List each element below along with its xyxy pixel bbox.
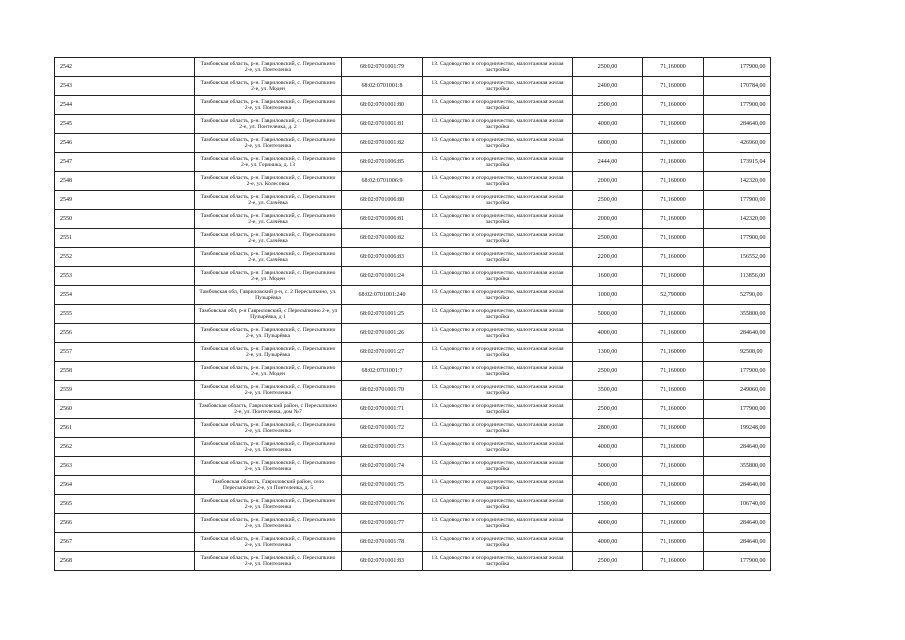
- rate-cell: 71,160000: [643, 134, 704, 153]
- land-use-cell: 13. Садоводство и огородничество, малоэтажная жилая застройка: [423, 495, 573, 514]
- land-use-cell: 13. Садоводство и огородничество, малоэтажная жилая застройка: [423, 58, 573, 77]
- address-cell: Тамбовская область, р-н. Гавриловский, с. Пересыпкино 2-е, ул. Моден: [195, 77, 342, 96]
- rate-cell: 71,160000: [643, 457, 704, 476]
- rate-cell: 71,160000: [643, 552, 704, 571]
- cadastral-value-cell: 52790,00: [704, 286, 771, 305]
- table-row: [55, 324, 771, 343]
- cadastral-number-cell: 68:02:0701001:82: [342, 134, 423, 153]
- land-use-cell: 13. Садоводство и огородничество, малоэтажная жилая застройка: [423, 134, 573, 153]
- land-use-cell: 13. Садоводство и огородничество, малоэтажная жилая застройка: [423, 552, 573, 571]
- cadastral-value-cell: 284640,00: [704, 324, 771, 343]
- address-cell: Тамбовская область, р-н. Гавриловский, с. Пересыпкино 2-е, ул. Сазчёвка: [195, 191, 342, 210]
- land-use-cell: 13. Садоводство и огородничество, малоэтажная жилая застройка: [423, 324, 573, 343]
- cadastral-value-cell: 106740,00: [704, 495, 771, 514]
- cadastral-value-cell: 92508,00: [704, 343, 771, 362]
- table-row: [55, 96, 771, 115]
- cadastral-value-cell: 355800,00: [704, 457, 771, 476]
- land-register-table: [54, 57, 771, 571]
- address-cell: Тамбовская область, р-н. Гавриловский, с. Пересыпкино 2-е, ул. Моден: [195, 267, 342, 286]
- land-use-cell: 13. Садоводство и огородничество, малоэтажная жилая застройка: [423, 286, 573, 305]
- row-number-cell: 2553: [55, 267, 195, 286]
- table-row: [55, 533, 771, 552]
- cadastral-value-cell: 426960,00: [704, 134, 771, 153]
- row-number-cell: 2563: [55, 457, 195, 476]
- address-cell: Тамбовская область, р-н. Гавриловский, с. Пересыпкино 2-е, ул. Пузырёвка: [195, 324, 342, 343]
- land-use-cell: 13. Садоводство и огородничество, малоэтажная жилая застройка: [423, 248, 573, 267]
- row-number-cell: 2555: [55, 305, 195, 324]
- cadastral-value-cell: 177900,00: [704, 191, 771, 210]
- area-cell: 2500,00: [573, 362, 643, 381]
- table-row: [55, 191, 771, 210]
- address-cell: Тамбовская область, р-н. Гавриловский, с. Пересыпкино 2-е, ул. Понтелеика: [195, 514, 342, 533]
- cadastral-value-cell: 355800,00: [704, 305, 771, 324]
- cadastral-value-cell: 173915,04: [704, 153, 771, 172]
- rate-cell: 71,160000: [643, 381, 704, 400]
- cadastral-value-cell: 249060,00: [704, 381, 771, 400]
- land-use-cell: 13. Садоводство и огородничество, малоэтажная жилая застройка: [423, 229, 573, 248]
- address-cell: Тамбовская область, р-н. Гавриловский, с. Пересыпкино 2-е, ул. Сазчёвка: [195, 248, 342, 267]
- table-row: [55, 248, 771, 267]
- table-row: [55, 77, 771, 96]
- row-number-cell: 2543: [55, 77, 195, 96]
- cadastral-number-cell: 68:02:0701001:75: [342, 476, 423, 495]
- table-row: [55, 400, 771, 419]
- area-cell: 1000,00: [573, 286, 643, 305]
- land-use-cell: 13. Садоводство и огородничество, малоэтажная жилая застройка: [423, 400, 573, 419]
- cadastral-number-cell: 68:02:0701001:73: [342, 438, 423, 457]
- area-cell: 2800,00: [573, 419, 643, 438]
- row-number-cell: 2568: [55, 552, 195, 571]
- row-number-cell: 2561: [55, 419, 195, 438]
- land-use-cell: 13. Садоводство и огородничество, малоэтажная жилая застройка: [423, 191, 573, 210]
- address-cell: Тамбовская область, р-н. Гавриловский, с. Пересыпкино 2-е, ул. Понтелеика: [195, 419, 342, 438]
- row-number-cell: 2550: [55, 210, 195, 229]
- table-row: [55, 229, 771, 248]
- rate-cell: 71,160000: [643, 210, 704, 229]
- cadastral-number-cell: 68:02:0701001:74: [342, 457, 423, 476]
- address-cell: Тамбовская обл, Гавриловский р-н, с. 2 Пересыпкино, ул. Пузырёвка: [195, 286, 342, 305]
- address-cell: Тамбовская область, р-н. Гавриловский, с. Пересыпкино 2-е, ул. Понтелеика, д. 2: [195, 115, 342, 134]
- row-number-cell: 2549: [55, 191, 195, 210]
- cadastral-number-cell: 68:02:0701001:71: [342, 400, 423, 419]
- row-number-cell: 2565: [55, 495, 195, 514]
- table-row: [55, 419, 771, 438]
- rate-cell: 71,160000: [643, 305, 704, 324]
- table-row: [55, 115, 771, 134]
- rate-cell: 71,160000: [643, 438, 704, 457]
- cadastral-number-cell: 68:02:0701001:81: [342, 115, 423, 134]
- address-cell: Тамбовская область, р-н. Гавриловский, с. Пересыпкино 2-е, ул. Моден: [195, 362, 342, 381]
- land-use-cell: 13. Садоводство и огородничество, малоэтажная жилая застройка: [423, 362, 573, 381]
- area-cell: 4000,00: [573, 115, 643, 134]
- land-use-cell: 13. Садоводство и огородничество, малоэтажная жилая застройка: [423, 514, 573, 533]
- area-cell: 4000,00: [573, 438, 643, 457]
- area-cell: 2000,00: [573, 210, 643, 229]
- table-row: [55, 134, 771, 153]
- cadastral-number-cell: 68:02:0701006:85: [342, 153, 423, 172]
- table-row: [55, 305, 771, 324]
- cadastral-value-cell: 113856,00: [704, 267, 771, 286]
- table-row: [55, 495, 771, 514]
- area-cell: 2444,00: [573, 153, 643, 172]
- table-row: [55, 267, 771, 286]
- area-cell: 3500,00: [573, 381, 643, 400]
- cadastral-number-cell: 68:02:0701001:7: [342, 362, 423, 381]
- address-cell: Тамбовская область, р-н. Гавриловский, с. Пересыпкино 2-е, ул. Понтелеика: [195, 381, 342, 400]
- address-cell: Тамбовская область, р-н. Гавриловский, с. Пересыпкино 2-е, ул. Пузырёвка: [195, 343, 342, 362]
- area-cell: 2500,00: [573, 191, 643, 210]
- cadastral-value-cell: 177900,00: [704, 362, 771, 381]
- land-use-cell: 13. Садоводство и огородничество, малоэтажная жилая застройка: [423, 476, 573, 495]
- rate-cell: 71,160000: [643, 343, 704, 362]
- row-number-cell: 2548: [55, 172, 195, 191]
- land-use-cell: 13. Садоводство и огородничество, малоэтажная жилая застройка: [423, 210, 573, 229]
- address-cell: Тамбовская область, р-н. Гавриловский, с. Пересыпкино 2-е, ул. Горюшка, д. 13: [195, 153, 342, 172]
- rate-cell: 71,160000: [643, 419, 704, 438]
- land-use-cell: 13. Садоводство и огородничество, малоэтажная жилая застройка: [423, 438, 573, 457]
- cadastral-number-cell: 68:02:0701001:26: [342, 324, 423, 343]
- address-cell: Тамбовская область, р-н. Гавриловский, с. Пересыпкино 2-е, ул. Понтелеика: [195, 495, 342, 514]
- address-cell: Тамбовская область, р-н. Гавриловский, с. Пересыпкино 2-е, ул. Понтелеика: [195, 533, 342, 552]
- row-number-cell: 2547: [55, 153, 195, 172]
- rate-cell: 71,160000: [643, 324, 704, 343]
- area-cell: 1500,00: [573, 495, 643, 514]
- cadastral-value-cell: 170784,00: [704, 77, 771, 96]
- land-use-cell: 13. Садоводство и огородничество, малоэтажная жилая застройка: [423, 115, 573, 134]
- cadastral-value-cell: 177900,00: [704, 400, 771, 419]
- cadastral-number-cell: 68:02:0701001:8: [342, 77, 423, 96]
- rate-cell: 52,790000: [643, 286, 704, 305]
- land-use-cell: 13. Садоводство и огородничество, малоэтажная жилая застройка: [423, 343, 573, 362]
- cadastral-value-cell: 199248,00: [704, 419, 771, 438]
- area-cell: 4000,00: [573, 533, 643, 552]
- rate-cell: 71,160000: [643, 400, 704, 419]
- address-cell: Тамбовская область, р-н. Гавриловский, с. Пересыпкино 2-е, ул. Сазчёвка: [195, 210, 342, 229]
- row-number-cell: 2545: [55, 115, 195, 134]
- land-use-cell: 13. Садоводство и огородничество, малоэтажная жилая застройка: [423, 533, 573, 552]
- cadastral-number-cell: 68:02:0701001:76: [342, 495, 423, 514]
- area-cell: 6000,00: [573, 134, 643, 153]
- rate-cell: 71,160000: [643, 476, 704, 495]
- rate-cell: 71,160000: [643, 495, 704, 514]
- land-use-cell: 13. Садоводство и огородничество, малоэтажная жилая застройка: [423, 267, 573, 286]
- land-use-cell: 13. Садоводство и огородничество, малоэтажная жилая застройка: [423, 419, 573, 438]
- cadastral-value-cell: 284640,00: [704, 514, 771, 533]
- cadastral-number-cell: 68:02:0701001:77: [342, 514, 423, 533]
- rate-cell: 71,160000: [643, 115, 704, 134]
- area-cell: 4000,00: [573, 324, 643, 343]
- row-number-cell: 2544: [55, 96, 195, 115]
- cadastral-number-cell: 68:02:0701001:24: [342, 267, 423, 286]
- row-number-cell: 2559: [55, 381, 195, 400]
- rate-cell: 71,160000: [643, 533, 704, 552]
- cadastral-number-cell: 68:02:0701001:25: [342, 305, 423, 324]
- land-use-cell: 13. Садоводство и огородничество, малоэтажная жилая застройка: [423, 153, 573, 172]
- rate-cell: 71,160000: [643, 191, 704, 210]
- cadastral-number-cell: 68:02:0701001:80: [342, 96, 423, 115]
- cadastral-value-cell: 284640,00: [704, 115, 771, 134]
- area-cell: 4000,00: [573, 514, 643, 533]
- land-use-cell: 13. Садоводство и огородничество, малоэтажная жилая застройка: [423, 172, 573, 191]
- row-number-cell: 2557: [55, 343, 195, 362]
- area-cell: 2500,00: [573, 96, 643, 115]
- address-cell: Тамбовская область, р-н. Гавриловский, с. Пересыпкино 2-е, ул. Понтелеика: [195, 552, 342, 571]
- area-cell: 4000,00: [573, 476, 643, 495]
- rate-cell: 71,160000: [643, 172, 704, 191]
- area-cell: 2400,00: [573, 77, 643, 96]
- area-cell: 5000,00: [573, 305, 643, 324]
- row-number-cell: 2556: [55, 324, 195, 343]
- row-number-cell: 2567: [55, 533, 195, 552]
- rate-cell: 71,160000: [643, 96, 704, 115]
- address-cell: Тамбовская область, Гавриловский район, село Пересыпкино 2-е, ул Понтелеика, д. 5: [195, 476, 342, 495]
- rate-cell: 71,160000: [643, 153, 704, 172]
- address-cell: Тамбовская область, р-н. Гавриловский, с. Пересыпкино 2-е, ул. Понтелеика: [195, 58, 342, 77]
- table-row: [55, 210, 771, 229]
- row-number-cell: 2554: [55, 286, 195, 305]
- address-cell: Тамбовская область, р-н. Гавриловский, с. Пересыпкино 2-е, ул. Сазчёвка: [195, 229, 342, 248]
- cadastral-value-cell: 177900,00: [704, 229, 771, 248]
- table-row: [55, 362, 771, 381]
- table-row: [55, 476, 771, 495]
- row-number-cell: 2542: [55, 58, 195, 77]
- row-number-cell: 2562: [55, 438, 195, 457]
- cadastral-value-cell: 142320,00: [704, 172, 771, 191]
- address-cell: Тамбовская область, р-н. Гавриловский, с. Пересыпкино 2-е, ул. Понтелеика: [195, 96, 342, 115]
- area-cell: 2500,00: [573, 229, 643, 248]
- row-number-cell: 2566: [55, 514, 195, 533]
- cadastral-number-cell: 68:02:0701001:70: [342, 381, 423, 400]
- address-cell: Тамбовская обл, р-н Гавриловский, с Пересыпкино 2-е, ул Пузырёвка, д 1: [195, 305, 342, 324]
- land-use-cell: 13. Садоводство и огородничество, малоэтажная жилая застройка: [423, 305, 573, 324]
- cadastral-number-cell: 68:02:0701001:79: [342, 58, 423, 77]
- area-cell: 2500,00: [573, 400, 643, 419]
- rate-cell: 71,160000: [643, 58, 704, 77]
- table-body: [55, 58, 771, 571]
- cadastral-number-cell: 68:02:0701006:83: [342, 248, 423, 267]
- table-row: [55, 552, 771, 571]
- cadastral-value-cell: 177900,00: [704, 58, 771, 77]
- row-number-cell: 2546: [55, 134, 195, 153]
- cadastral-value-cell: 284640,00: [704, 533, 771, 552]
- row-number-cell: 2558: [55, 362, 195, 381]
- cadastral-number-cell: 68:02:0701001:78: [342, 533, 423, 552]
- land-use-cell: 13. Садоводство и огородничество, малоэтажная жилая застройка: [423, 77, 573, 96]
- table-row: [55, 58, 771, 77]
- rate-cell: 71,160000: [643, 267, 704, 286]
- address-cell: Тамбовская область, р-н. Гавриловский, с. Пересыпкино 2-е, ул. Колесовка: [195, 172, 342, 191]
- table-row: [55, 343, 771, 362]
- cadastral-value-cell: 284640,00: [704, 476, 771, 495]
- cadastral-number-cell: 68:02:0701006:82: [342, 229, 423, 248]
- cadastral-value-cell: 142320,00: [704, 210, 771, 229]
- cadastral-number-cell: 68:02:0701001:240: [342, 286, 423, 305]
- area-cell: 1300,00: [573, 343, 643, 362]
- rate-cell: 71,160000: [643, 514, 704, 533]
- rate-cell: 71,160000: [643, 229, 704, 248]
- rate-cell: 71,160000: [643, 362, 704, 381]
- row-number-cell: 2560: [55, 400, 195, 419]
- table-row: [55, 514, 771, 533]
- row-number-cell: 2551: [55, 229, 195, 248]
- land-use-cell: 13. Садоводство и огородничество, малоэтажная жилая застройка: [423, 381, 573, 400]
- area-cell: 2500,00: [573, 552, 643, 571]
- table-row: [55, 286, 771, 305]
- cadastral-value-cell: 284640,00: [704, 438, 771, 457]
- area-cell: 2500,00: [573, 58, 643, 77]
- rate-cell: 71,160000: [643, 77, 704, 96]
- area-cell: 2000,00: [573, 172, 643, 191]
- row-number-cell: 2564: [55, 476, 195, 495]
- cadastral-value-cell: 177900,00: [704, 552, 771, 571]
- address-cell: Тамбовская область, р-н. Гавриловский, с. Пересыпкино 2-е, ул. Понтелеика: [195, 134, 342, 153]
- cadastral-number-cell: 68:02:0701001:83: [342, 552, 423, 571]
- cadastral-number-cell: 68:02:0701006:81: [342, 210, 423, 229]
- area-cell: 2200,00: [573, 248, 643, 267]
- table-row: [55, 381, 771, 400]
- row-number-cell: 2552: [55, 248, 195, 267]
- land-use-cell: 13. Садоводство и огородничество, малоэтажная жилая застройка: [423, 96, 573, 115]
- area-cell: 1600,00: [573, 267, 643, 286]
- address-cell: Тамбовская область, р-н. Гавриловский, с. Пересыпкино 2-е, ул. Понтелеика: [195, 438, 342, 457]
- cadastral-number-cell: 68:02:0701001:27: [342, 343, 423, 362]
- cadastral-number-cell: 68:02:0701006:9: [342, 172, 423, 191]
- table-row: [55, 172, 771, 191]
- cadastral-value-cell: 156552,00: [704, 248, 771, 267]
- address-cell: Тамбовская область, Гавриловский район, с Пересыпкино 2-е, ул. Понтелеика, дом №7: [195, 400, 342, 419]
- table-row: [55, 457, 771, 476]
- cadastral-value-cell: 177900,00: [704, 96, 771, 115]
- table-row: [55, 438, 771, 457]
- area-cell: 5000,00: [573, 457, 643, 476]
- land-use-cell: 13. Садоводство и огородничество, малоэтажная жилая застройка: [423, 457, 573, 476]
- cadastral-number-cell: 68:02:0701001:72: [342, 419, 423, 438]
- cadastral-number-cell: 68:02:0701006:80: [342, 191, 423, 210]
- address-cell: Тамбовская область, р-н. Гавриловский, с. Пересыпкино 2-е, ул. Понтелеика: [195, 457, 342, 476]
- table-row: [55, 153, 771, 172]
- rate-cell: 71,160000: [643, 248, 704, 267]
